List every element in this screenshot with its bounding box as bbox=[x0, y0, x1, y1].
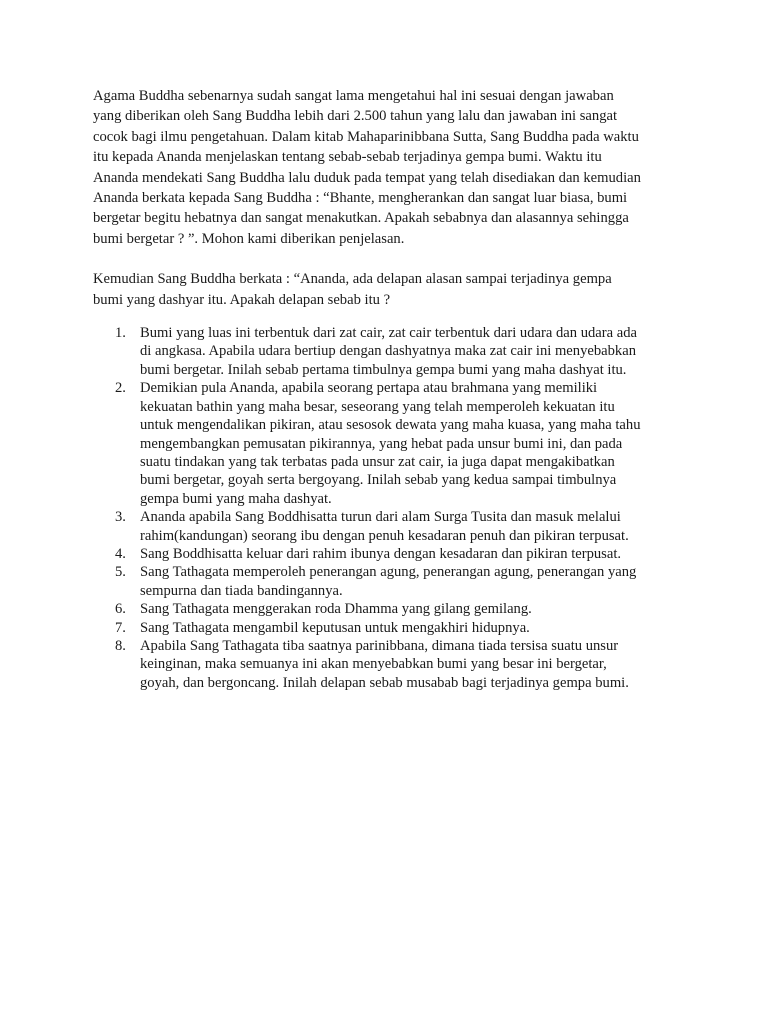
paragraph-line: yang diberikan oleh Sang Buddha lebih dari 2.500 tahun yang lalu dan jawaban ini sangat bbox=[93, 108, 618, 125]
list-item-number: 2. bbox=[115, 380, 126, 397]
paragraph-line: Ananda mendekati Sang Buddha lalu duduk pada tempat yang telah disediakan dan kemudian bbox=[93, 169, 641, 186]
list-item-number: 7. bbox=[115, 619, 126, 636]
list-item-line: goyah, dan bergoncang. Inilah delapan sebab musabab bagi terjadinya gempa bumi. bbox=[140, 674, 629, 691]
list-item-number: 3. bbox=[115, 509, 126, 526]
list-item-line: sempurna dan tiada bandingannya. bbox=[140, 582, 343, 599]
list-item bbox=[93, 545, 679, 563]
paragraph-line: cocok bagi ilmu pengetahuan. Dalam kitab Mahaparinibbana Sutta, Sang Buddha pada waktu bbox=[93, 128, 639, 145]
list-item-line: Sang Tathagata mengambil keputusan untuk mengakhiri hidupnya. bbox=[140, 619, 530, 636]
list-item bbox=[93, 508, 679, 545]
list-item bbox=[93, 563, 679, 600]
numbered-list bbox=[93, 324, 679, 692]
list-item-line: gempa bumi yang maha dashyat. bbox=[140, 490, 332, 507]
list-item-line: Apabila Sang Tathagata tiba saatnya parinibbana, dimana tiada tersisa suatu unsur bbox=[140, 637, 619, 654]
paragraph-line: bumi yang dashyar itu. Apakah delapan sebab itu ? bbox=[93, 291, 391, 308]
list-item-line: Sang Tathagata memperoleh penerangan agung, penerangan agung, penerangan yang bbox=[140, 564, 637, 581]
list-item-line: bumi bergetar, goyah serta bergoyang. Inilah sebab yang kedua sampai timbulnya bbox=[140, 472, 617, 489]
document-body bbox=[93, 86, 679, 692]
list-item-number: 8. bbox=[115, 637, 126, 654]
list-item-number: 5. bbox=[115, 564, 126, 581]
list-item-line: mengembangkan pemusatan pikirannya, yang hebat pada unsur bumi ini, dan pada bbox=[140, 435, 623, 452]
list-item-line: keinginan, maka semuanya ini akan menyebabkan bumi yang besar ini bergetar, bbox=[140, 656, 607, 673]
paragraph-line: bergetar begitu hebatnya dan sangat menakutkan. Apakah sebabnya dan alasannya sehingga bbox=[93, 210, 629, 227]
list-item-line: Demikian pula Ananda, apabila seorang pertapa atau brahmana yang memiliki bbox=[140, 380, 598, 397]
list-item-line: Ananda apabila Sang Boddhisatta turun dari alam Surga Tusita dan masuk melalui bbox=[140, 509, 621, 526]
paragraph-line: Kemudian Sang Buddha berkata : “Ananda, ada delapan alasan sampai terjadinya gempa bbox=[93, 271, 612, 288]
paragraph-line: bumi bergetar ? ”. Mohon kami diberikan penjelasan. bbox=[93, 230, 405, 247]
list-item-line: Sang Boddhisatta keluar dari rahim ibunya dengan kesadaran dan pikiran terpusat. bbox=[140, 545, 622, 562]
list-item-line: untuk mengendalikan pikiran, atau sesosok dewata yang maha kuasa, yang maha tahu bbox=[140, 417, 641, 434]
paragraph-question bbox=[93, 269, 679, 310]
paragraph-intro bbox=[93, 86, 679, 249]
list-item bbox=[93, 637, 679, 692]
list-item bbox=[93, 324, 679, 379]
list-item bbox=[93, 619, 679, 637]
list-item-line: suatu tindakan yang tak terbatas pada unsur zat cair, ia juga dapat mengakibatkan bbox=[140, 453, 615, 470]
paragraph-line: Ananda berkata kepada Sang Buddha : “Bhante, mengherankan dan sangat luar biasa, bumi bbox=[93, 190, 628, 207]
list-item-line: kekuatan bathin yang maha besar, seseorang yang telah memperoleh kekuatan itu bbox=[140, 398, 615, 415]
list-item bbox=[93, 379, 679, 508]
list-item-number: 1. bbox=[115, 325, 126, 342]
list-item-number: 6. bbox=[115, 601, 126, 618]
list-item-line: Bumi yang luas ini terbentuk dari zat cair, zat cair terbentuk dari udara dan udara ada bbox=[140, 325, 638, 342]
list-item-line: di angkasa. Apabila udara bertiup dengan dashyatnya maka zat cair ini menyebabkan bbox=[140, 343, 636, 360]
paragraph-line: Agama Buddha sebenarnya sudah sangat lama mengetahui hal ini sesuai dengan jawaban bbox=[93, 88, 614, 104]
list-item-line: Sang Tathagata menggerakan roda Dhamma yang gilang gemilang. bbox=[140, 601, 532, 618]
list-item-number: 4. bbox=[115, 545, 126, 562]
list-item-line: rahim(kandungan) seorang ibu dengan penuh kesadaran penuh dan pikiran terpusat. bbox=[140, 527, 629, 544]
paragraph-line: itu kepada Ananda menjelaskan tentang sebab-sebab terjadinya gempa bumi. Waktu itu bbox=[93, 149, 602, 166]
list-item bbox=[93, 600, 679, 618]
list-item-line: bumi bergetar. Inilah sebab pertama timbulnya gempa bumi yang maha dashyat itu. bbox=[140, 361, 627, 378]
